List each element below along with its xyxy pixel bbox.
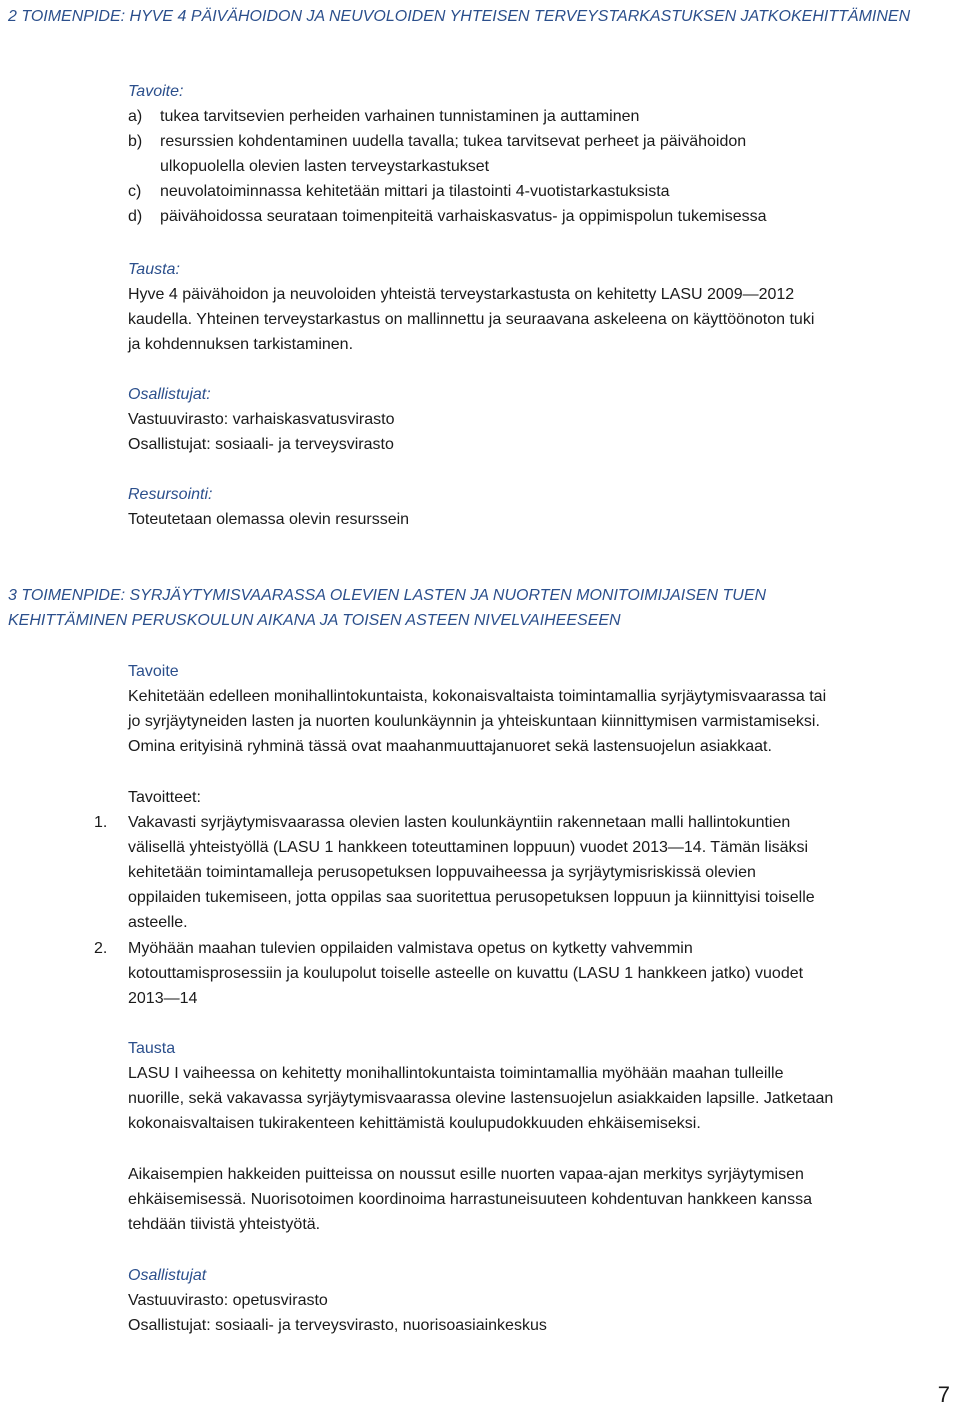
goal-item-text: neuvolatoiminnassa kehitetään mittari ja tilastointi 4-vuotistarkastuksista <box>160 183 670 200</box>
text-line: kaudella. Yhteinen terveystarkastus on mallinnettu ja seuraavana askeleena on käyttöönoton tuki <box>128 311 815 328</box>
goal-item-label: d) <box>128 208 143 225</box>
section2-tavoite-label: Tavoite: <box>128 83 184 100</box>
section3-tausta-paragraph-2 <box>128 1162 956 1237</box>
text-line: Myöhään maahan tulevien oppilaiden valmistava opetus on kytketty vahvemmin <box>128 940 693 957</box>
goal-item-label: c) <box>128 183 142 200</box>
text-line: Hyve 4 päivähoidon ja neuvoloiden yhteistä terveystarkastusta on kehitetty LASU 2009—2012 <box>128 286 795 303</box>
text-line: ja kohdennuksen tarkistaminen. <box>128 336 354 353</box>
goal-item-d <box>128 204 956 229</box>
section3-tavoite-text <box>128 684 956 759</box>
text-line: kotouttamisprosessiin ja koulupolut toiselle asteelle on kuvattu (LASU 1 hankkeen jatko) vuodet <box>128 965 804 982</box>
goal-item-text-continued: ulkopuolella olevien lasten terveystarkastukset <box>160 158 490 175</box>
text-line: tehdään tiivistä yhteistyötä. <box>128 1216 321 1233</box>
text-line: kehitetään toimintamalleja perusopetuksen loppuvaiheessa ja syrjäytymisriskissä olevien <box>128 864 756 881</box>
goal-number-1: 1. <box>94 814 108 831</box>
text-line: Vakavasti syrjäytymisvaarassa olevien lasten koulunkäyntiin rakennetaan malli hallintokuntien <box>128 814 791 831</box>
section3-tavoitteet-label: Tavoitteet: <box>128 789 201 806</box>
section2-tausta-text <box>128 282 956 357</box>
goal-item-c <box>128 179 956 204</box>
goal-item-label: b) <box>128 133 143 150</box>
goal-item-text: resurssien kohdentaminen uudella tavalla; tukea tarvitsevat perheet ja päivähoidon <box>160 133 747 150</box>
section2-osallistujat-label: Osallistujat: <box>128 386 211 403</box>
text-line: asteelle. <box>128 914 188 931</box>
text-line: nuorille, sekä vakavassa syrjäytymisvaarassa olevine lastensuojelun asiakkaiden lapsille. Jatketaan <box>128 1090 834 1107</box>
text-line: Osallistujat: sosiaali- ja terveysvirasto <box>128 436 394 453</box>
text-line: Vastuuvirasto: varhaiskasvatusvirasto <box>128 411 395 428</box>
section2-osallistujat-text <box>128 407 956 457</box>
section3-tausta-label: Tausta <box>128 1040 176 1057</box>
goal-1-text <box>128 810 956 935</box>
heading-line: 3 TOIMENPIDE: SYRJÄYTYMISVAARASSA OLEVIEN LASTEN JA NUORTEN MONITOIMIJAISEN TUEN <box>8 587 767 604</box>
goal-number-2: 2. <box>94 940 108 957</box>
section3-tausta-paragraph-1 <box>128 1061 956 1136</box>
page-number: 7 <box>937 1382 950 1407</box>
text-line: Omina erityisinä ryhminä tässä ovat maahanmuuttajanuoret sekä lastensuojelun asiakkaat. <box>128 738 772 755</box>
goal-2-text <box>128 936 956 1011</box>
goal-item-a <box>128 104 956 129</box>
text-line: Kehitetään edelleen monihallintokuntaista, kokonaisvaltaista toimintamallia syrjäytymisvaarassa tai <box>128 688 827 705</box>
text-line: LASU I vaiheessa on kehitetty monihallintokuntaista toimintamallia myöhään maahan tulleille <box>128 1065 784 1082</box>
goal-item-text: tukea tarvitsevien perheiden varhainen tunnistaminen ja auttaminen <box>160 108 640 125</box>
goal-item-text: päivähoidossa seurataan toimenpiteitä varhaiskasvatus- ja oppimispolun tukemisessa <box>160 208 767 225</box>
text-line: 2013—14 <box>128 990 198 1007</box>
section3-osallistujat-label: Osallistujat <box>128 1267 207 1284</box>
heading-line: KEHITTÄMINEN PERUSKOULUN AIKANA JA TOISEN ASTEEN NIVELVAIHEESEEN <box>8 612 621 629</box>
text-line: välisellä yhteistyöllä (LASU 1 hankkeen toteuttaminen loppuun) vuodet 2013—14. Tämän lisäksi <box>128 839 809 856</box>
text-line: oppilaiden tukemiseen, jotta oppilas saa suoritettua perusopetuksen loppuun ja kiinnittyisi toiselle <box>128 889 815 906</box>
text-line: ehkäisemisessä. Nuorisotoimen koordinoima harrastuneisuuteen kohdentuvan hankkeen kanssa <box>128 1191 812 1208</box>
text-line: Vastuuvirasto: opetusvirasto <box>128 1292 328 1309</box>
text-line: Osallistujat: sosiaali- ja terveysvirasto, nuorisoasiainkeskus <box>128 1317 547 1334</box>
goal-item-label: a) <box>128 108 143 125</box>
section2-heading: 2 TOIMENPIDE: HYVE 4 PÄIVÄHOIDON JA NEUVOLOIDEN YHTEISEN TERVEYSTARKASTUKSEN JATKOKEHITTÄMINEN <box>8 8 911 25</box>
section3-osallistujat-text <box>128 1288 956 1338</box>
section2-resursointi-text: Toteutetaan olemassa olevin resurssein <box>128 511 410 528</box>
section2-tausta-label: Tausta: <box>128 261 180 278</box>
section3-heading <box>8 583 948 633</box>
goal-item-b <box>128 129 956 179</box>
text-line: kokonaisvaltaisen tukirakenteen kehittämistä koulupudokkuuden ehkäisemiseksi. <box>128 1115 701 1132</box>
section3-tavoite-label: Tavoite <box>128 663 179 680</box>
section2-resursointi-label: Resursointi: <box>128 486 213 503</box>
text-line: Aikaisempien hakkeiden puitteissa on noussut esille nuorten vapaa-ajan merkitys syrjäytymisen <box>128 1166 804 1183</box>
text-line: jo syrjäytyneiden lasten ja nuorten koulunkäynnin ja yhteiskuntaan kiinnittymisen varmistamiseksi. <box>128 713 820 730</box>
